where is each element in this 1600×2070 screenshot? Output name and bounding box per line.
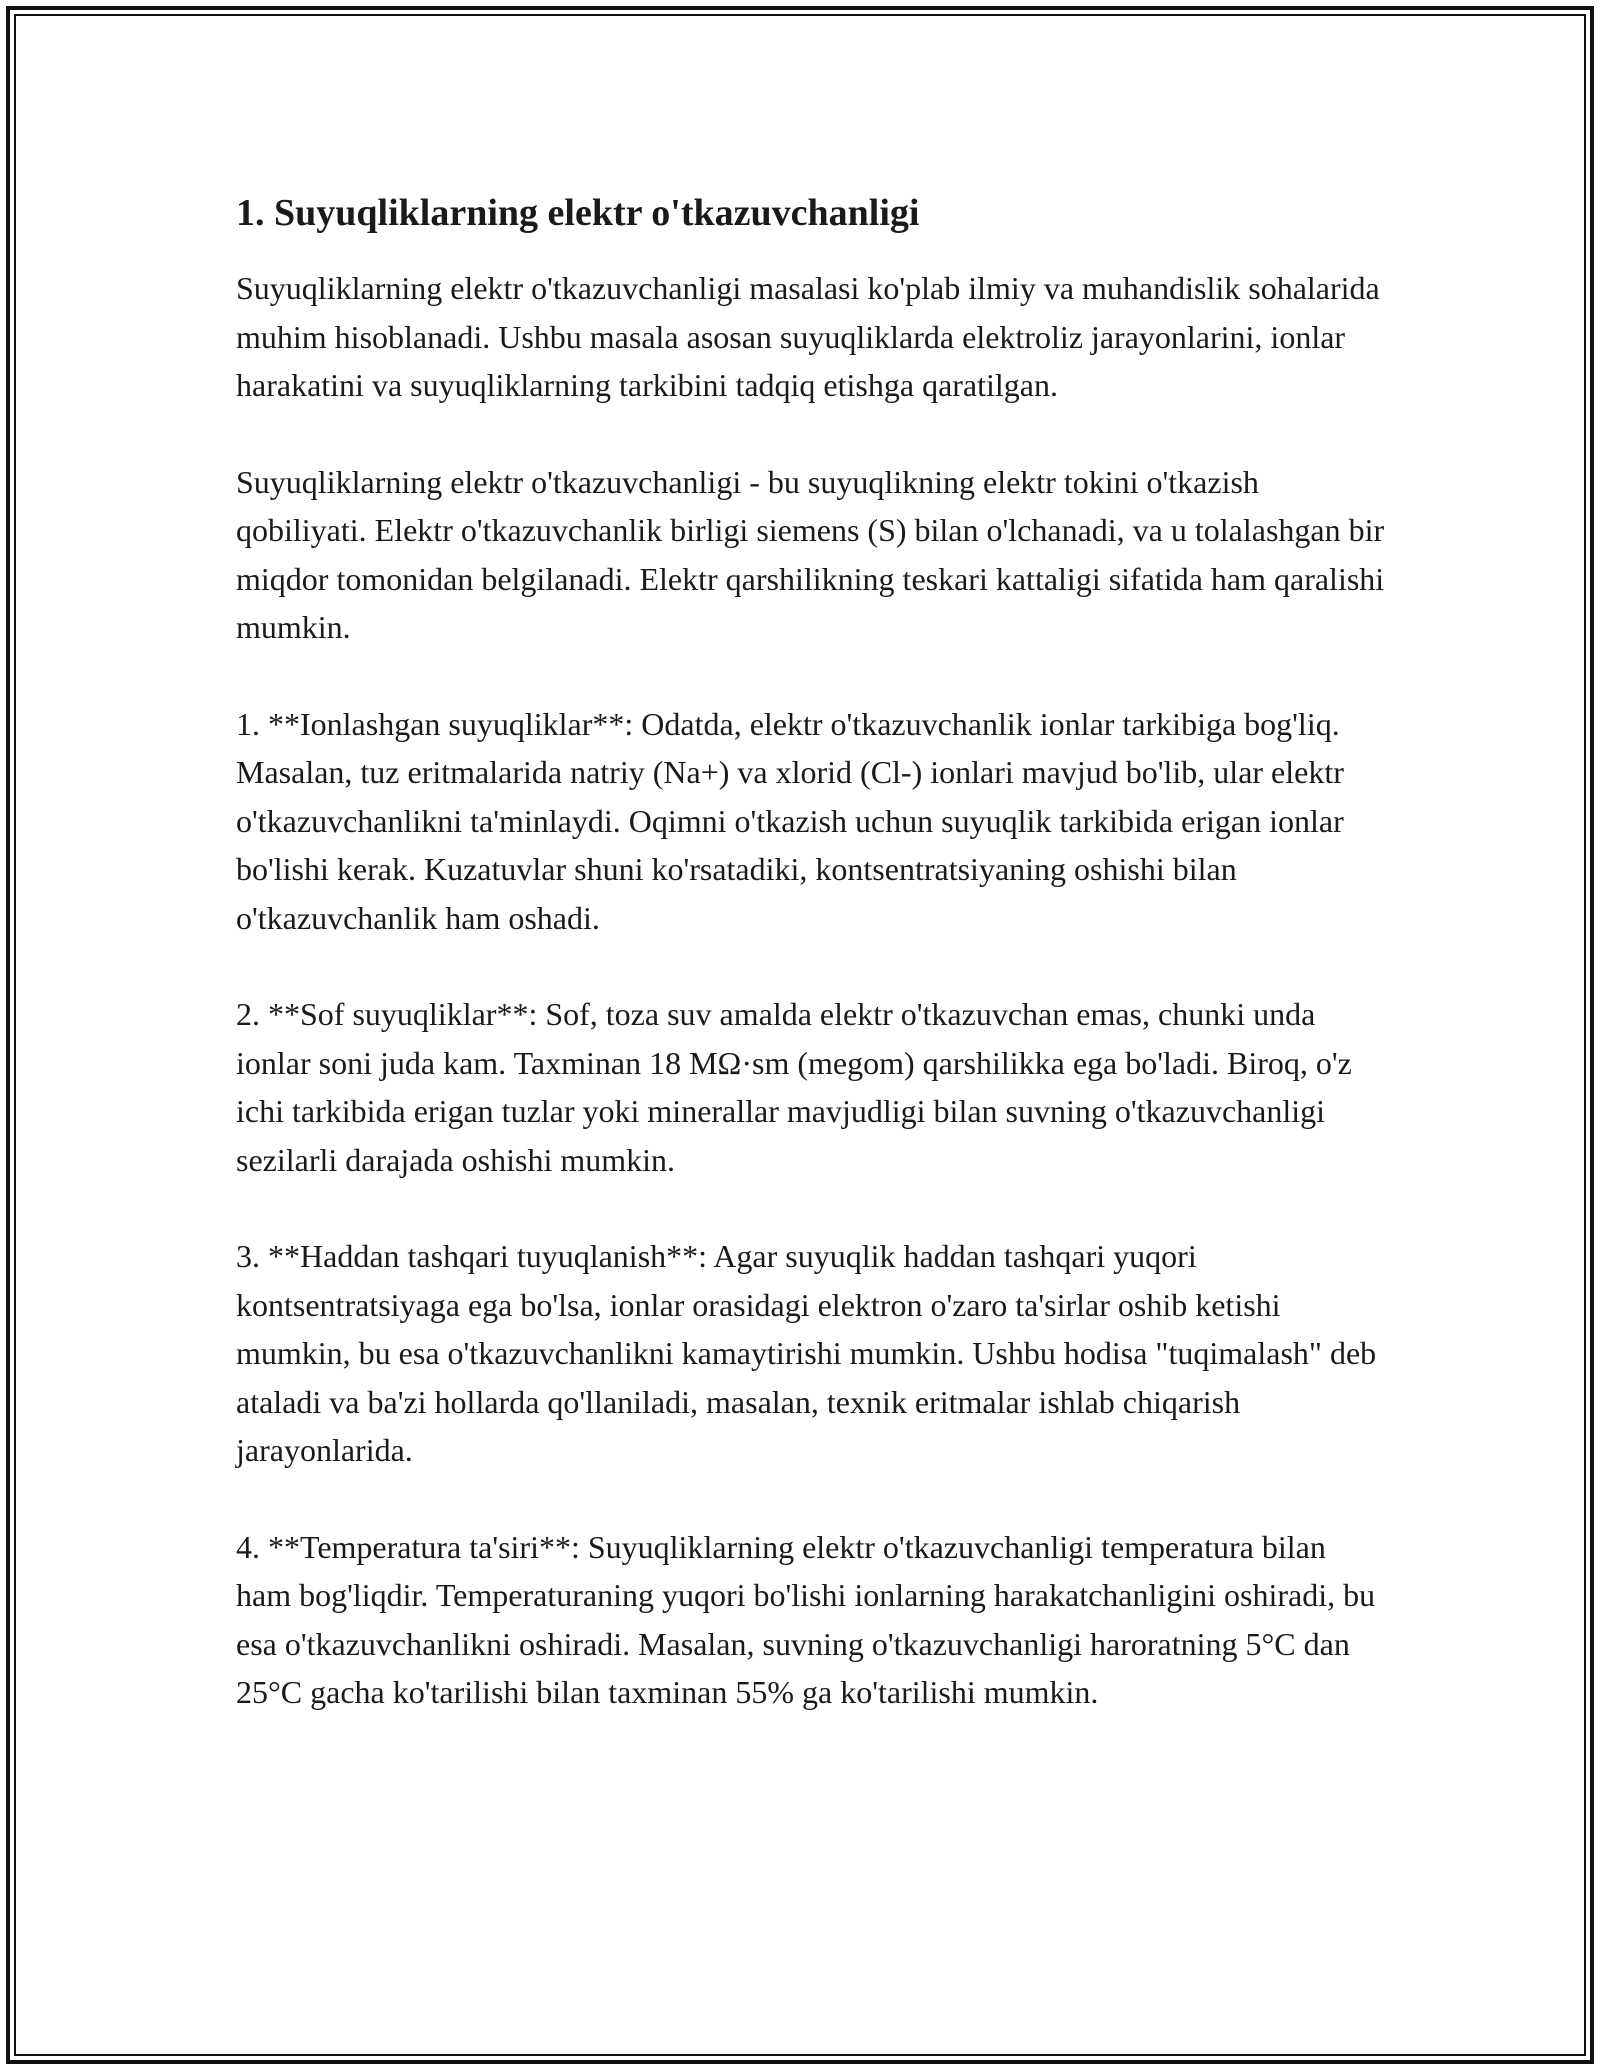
paragraph-definition: Suyuqliklarning elektr o'tkazuvchanligi - bu suyuqlikning elektr tokini o'tkazish qobiliyati. Elektr o'tkazuvchanlik birligi siemens (S) bilan o'lchanadi, va u tolalashgan bir miqdor tomonidan belgilanadi. Elektr qarshilikning teskari kattaligi sifatida ham qaralishi mumkin.: [236, 463, 1385, 645]
paragraph-ionized-liquids: 1. **Ionlashgan suyuqliklar**: Odatda, elektr o'tkazuvchanlik ionlar tarkibiga bog'liq. Masalan, tuz eritmalarida natriy (Na+) va xlorid (Cl-) ionlari mavjud bo'lib, ular elektr o'tkazuvchanlikni ta'minlaydi. Oqimni o'tkazish uchun suyuqlik tarkibida erigan ionlar bo'lishi kerak. Kuzatuvlar shuni ko'rsatadiki, kontsentratsiyaning oshishi bilan o'tkazuvchanlik ham oshadi.: [236, 705, 1344, 936]
section-heading: 1. Suyuqliklarning elektr o'tkazuvchanligi: [236, 192, 920, 234]
paragraph-intro: Suyuqliklarning elektr o'tkazuvchanligi masalasi ko'plab ilmiy va muhandislik sohalarida muhim hisoblanadi. Ushbu masala asosan suyuqliklarda elektroliz jarayonlarini, ionlar harakatini va suyuqliklarning tarkibini tadqiq etishga qaratilgan.: [236, 270, 1380, 403]
document-body: [236, 188, 1386, 1765]
paragraph-temperature: 4. **Temperatura ta'siri**: Suyuqliklarning elektr o'tkazuvchanligi temperatura bilan ham bog'liqdir. Temperaturaning yuqori bo'lishi ionlarning harakatchanligini oshiradi, bu esa o'tkazuvchanlikni oshiradi. Masalan, suvning o'tkazuvchanligi haroratning 5°C dan 25°C gacha ko'tarilishi bilan taxminan 55% ga ko'tarilishi mumkin.: [236, 1528, 1376, 1710]
paragraph-pure-liquids: 2. **Sof suyuqliklar**: Sof, toza suv amalda elektr o'tkazuvchan emas, chunki unda ionlar soni juda kam. Taxminan 18 MΩ·sm (megom) qarshilikka ega bo'ladi. Biroq, o'z ichi tarkibida erigan tuzlar yoki minerallar mavjudligi bilan suvning o'tkazuvchanligi sezilarli darajada oshishi mumkin.: [236, 996, 1352, 1178]
paragraph-oversaturation: 3. **Haddan tashqari tuyuqlanish**: Agar suyuqlik haddan tashqari yuqori kontsentratsiyaga ega bo'lsa, ionlar orasidagi elektron o'zaro ta'sirlar oshib ketishi mumkin, bu esa o'tkazuvchanlikni kamaytirishi mumkin. Ushbu hodisa "tuqimalash" deb ataladi va ba'zi hollarda qo'llaniladi, masalan, texnik eritmalar ishlab chiqarish jarayonlarida.: [236, 1238, 1377, 1468]
